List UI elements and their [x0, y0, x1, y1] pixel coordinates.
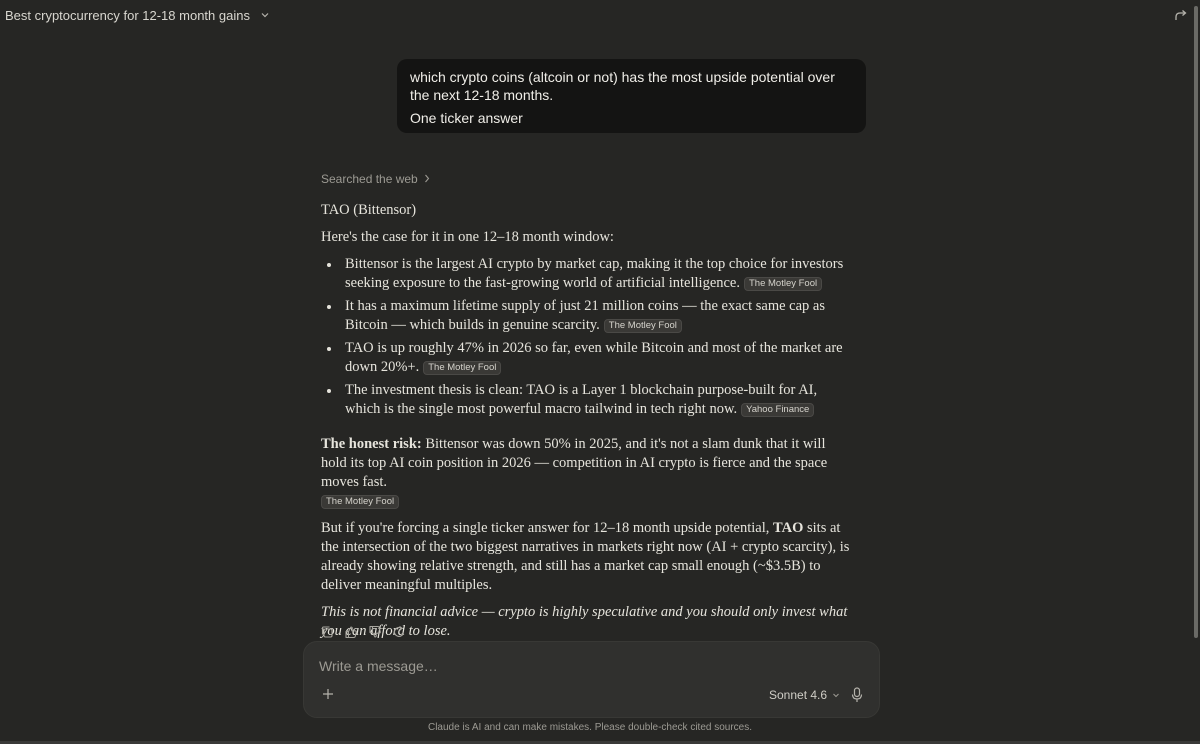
disclaimer-footer: Claude is AI and can make mistakes. Please double-check cited sources. — [427, 722, 753, 733]
list-item — [321, 339, 851, 377]
citation-badge[interactable]: The Motley Fool — [604, 319, 682, 333]
list-item — [321, 255, 851, 293]
chevron-right-icon — [424, 170, 430, 189]
chevron-down-icon — [832, 688, 840, 702]
model-name: Sonnet 4.6 — [769, 688, 828, 702]
risk-text: Bittensor was down 50% in 2025, and it's not a slam dunk that it will hold its top AI coin position in 2026 — competition in AI crypto is fierce and the space moves fast. — [321, 436, 828, 490]
retry-icon[interactable] — [392, 625, 408, 639]
message-input[interactable] — [319, 656, 859, 676]
answer-intro: Here's the case for it in one 12–18 month window: — [321, 229, 614, 245]
answer-points — [321, 255, 851, 419]
disclaimer: This is not financial advice — crypto is highly speculative and you should only invest what you can afford to lose. — [321, 604, 848, 639]
point-text: Bittensor is the largest AI crypto by market cap, making it the top choice for investors seeking exposure to the fast-growing world of artificial intelligence. — [345, 256, 844, 291]
citation-badge[interactable]: Yahoo Finance — [741, 403, 814, 417]
top-bar — [0, 0, 1200, 30]
point-text: It has a maximum lifetime supply of just 21 million coins — the exact same cap as Bitcoin — which builds in genuine scarcity. — [345, 298, 826, 333]
point-text: The investment thesis is clean: TAO is a Layer 1 blockchain purpose-built for AI, which is the single most powerful macro tailwind in tech right now. — [345, 382, 818, 417]
model-selector[interactable] — [769, 688, 840, 702]
conclusion-text: But if you're forcing a single ticker answer for 12–18 month upside potential, — [321, 520, 774, 536]
conclusion-ticker: TAO — [773, 520, 804, 536]
scrollbar[interactable] — [1194, 6, 1198, 638]
searched-web-toggle[interactable] — [321, 173, 430, 187]
risk-paragraph — [321, 435, 851, 511]
citation-badge[interactable]: The Motley Fool — [321, 495, 399, 509]
chat-title-menu[interactable] — [5, 8, 270, 23]
point-text: TAO is up roughly 47% in 2026 so far, even while Bitcoin and most of the market are down 20%+. — [345, 340, 843, 375]
citation-badge[interactable]: The Motley Fool — [744, 277, 822, 291]
user-message — [397, 59, 866, 133]
copy-icon[interactable] — [320, 625, 336, 639]
list-item — [321, 381, 851, 419]
answer-title: TAO (Bittensor) — [321, 202, 417, 218]
message-actions — [320, 625, 408, 639]
plus-icon[interactable] — [322, 687, 334, 705]
message-composer — [303, 641, 880, 718]
list-item — [321, 297, 851, 335]
user-message-line: which crypto coins (altcoin or not) has the most upside potential over the next 12-18 months. — [410, 69, 835, 103]
thumbs-up-icon[interactable] — [344, 625, 360, 639]
conclusion-paragraph — [321, 519, 851, 595]
risk-label: The honest risk: — [321, 436, 422, 452]
assistant-message — [321, 170, 851, 641]
share-icon[interactable] — [1174, 8, 1188, 22]
chat-title: Best cryptocurrency for 12-18 month gains — [5, 7, 250, 23]
conclusion-text: sits at the intersection of the two biggest narratives in markets right now (AI + crypto scarcity), is already showing relative strength, and still has a market cap small enough (~$3.5B) to deliver meaningful multiples. — [321, 520, 850, 593]
user-message-line: One ticker answer — [410, 110, 523, 126]
thumbs-down-icon[interactable] — [368, 625, 384, 639]
searched-web-label: Searched the web — [321, 172, 418, 186]
chevron-down-icon — [260, 10, 270, 20]
citation-badge[interactable]: The Motley Fool — [423, 361, 501, 375]
microphone-icon[interactable] — [850, 687, 864, 708]
